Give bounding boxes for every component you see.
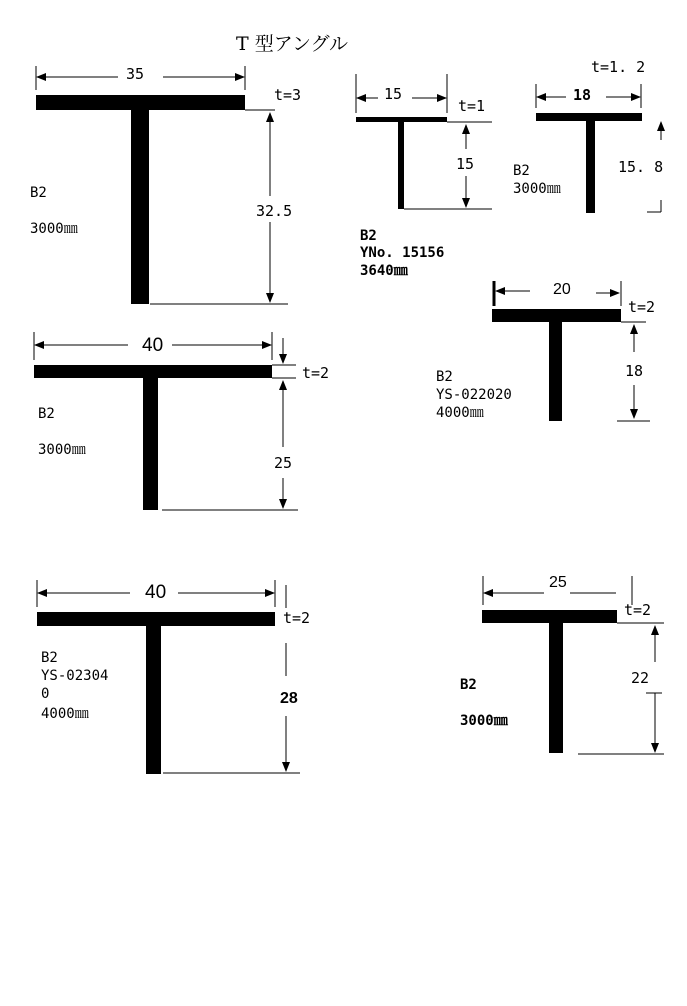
part-number-note: YS-02304: [41, 668, 109, 684]
length-note: 3640㎜: [360, 263, 408, 279]
flange: [34, 365, 272, 378]
grade-note: B2: [513, 163, 530, 179]
width-label: 18: [573, 86, 592, 104]
web: [131, 110, 149, 304]
length-note: 3000㎜: [30, 221, 78, 237]
length-note: 3000㎜: [460, 713, 508, 729]
length-note: 3000㎜: [38, 442, 86, 458]
thickness-label: t=1. 2: [591, 58, 646, 76]
height-label: 28: [280, 690, 298, 707]
thickness-label: t=1: [458, 97, 486, 115]
web: [549, 623, 563, 753]
width-label: 35: [126, 65, 145, 83]
t-profile-25: [460, 574, 664, 754]
width-label: 20: [553, 281, 571, 298]
web: [586, 121, 595, 213]
part-number-note: YNo. 15156: [360, 245, 445, 261]
part-number-note-continued: 0: [41, 686, 50, 702]
height-label: 25: [274, 454, 293, 472]
flange: [36, 95, 245, 110]
height-label: 22: [631, 669, 650, 687]
web: [146, 626, 161, 774]
width-label: 40: [142, 335, 164, 356]
height-label: 32.5: [256, 202, 293, 220]
t-profile-18: [513, 58, 663, 213]
t-profile-35: [30, 65, 301, 304]
t-profile-15: [356, 74, 492, 279]
thickness-label: t=3: [274, 86, 302, 104]
flange: [536, 113, 642, 121]
thickness-label: t=2: [628, 298, 656, 316]
grade-note: B2: [436, 369, 453, 385]
part-number-note: YS-022020: [436, 387, 512, 403]
width-label: 40: [145, 582, 167, 603]
t-profile-40-28: [37, 580, 310, 774]
length-note: 4000㎜: [436, 405, 484, 421]
thickness-label: t=2: [283, 609, 311, 627]
grade-note: B2: [30, 185, 47, 201]
t-profile-20: [436, 281, 655, 421]
flange: [356, 117, 447, 122]
t-profile-40-25: [34, 332, 329, 510]
web: [398, 122, 404, 209]
width-label: 15: [384, 85, 403, 103]
thickness-label: t=2: [624, 601, 652, 619]
flange: [492, 309, 621, 322]
grade-note: B2: [41, 650, 58, 666]
length-note: 3000㎜: [513, 181, 561, 197]
height-label: 18: [625, 362, 644, 380]
length-note: 4000㎜: [41, 706, 89, 722]
grade-note: B2: [38, 406, 55, 422]
flange: [37, 612, 275, 626]
sheet-title: T 型アングル: [236, 33, 349, 55]
thickness-label: t=2: [302, 364, 330, 382]
web: [549, 322, 562, 421]
grade-note: B2: [460, 677, 477, 693]
web: [143, 378, 158, 510]
height-label: 15: [456, 155, 475, 173]
height-label: 15. 8: [618, 158, 664, 176]
grade-note: B2: [360, 228, 377, 244]
width-label: 25: [549, 574, 567, 591]
flange: [482, 610, 617, 623]
